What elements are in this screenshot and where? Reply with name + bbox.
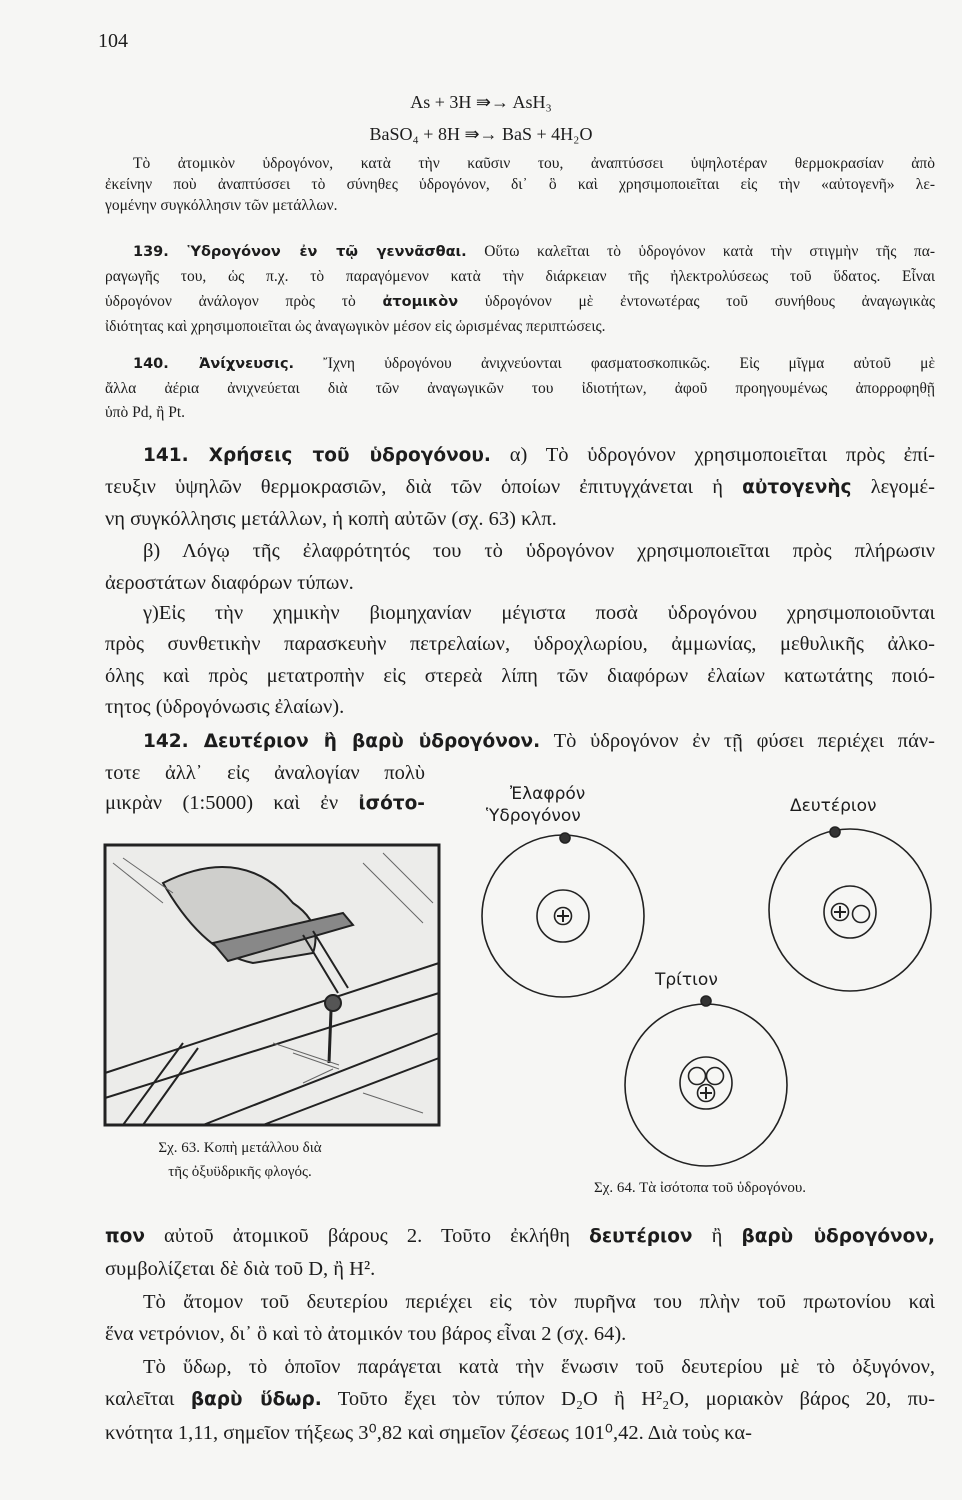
text-segment: ραγωγῆς του, ὡς π.χ. τὸ παραγόμενον κατὰ τὴν διάρκειαν τῆς ἠλεκτρολύσεως τοῦ ὕδατος. Εἶναι <box>105 268 935 285</box>
text-segment: ἰδιότητας καὶ χρησιμοποιεῖται ὡς ἀναγωγικὸν μέσον εἰς ὡρισμένας περιπτώσεις. <box>105 318 606 335</box>
text-segment: ἢ <box>692 1225 742 1247</box>
label-light-hydrogen-1: Ἐλαφρόν <box>510 784 586 804</box>
bold-text: ἀτομικὸν <box>382 294 459 310</box>
text-segment: ὑδρογόνον μὲ ἐντονωτέρας τοῦ συνήθους ἀναγωγικὰς <box>458 293 935 310</box>
electron <box>830 827 840 837</box>
text-segment: Τοῦτο ἔχει τὸν τύπον D₂O ἢ H²₂O, μοριακὸν βάρος 20, πυ- <box>321 1388 935 1410</box>
electron <box>560 833 570 843</box>
deuterium-atom <box>769 827 931 991</box>
text-segment: ἐκείνην ποὺ ἀναπτύσσει τὸ σύνηθες ὑδρογόνον, δι᾽ ὃ καὶ χρησιμοποιεῖται εἰς τὴν «αὐτογενῆ» λε- <box>105 176 935 193</box>
label-deuterium: Δευτέριον <box>790 796 877 816</box>
text-segment: Τὸ ὕδωρ, τὸ ὁποῖον παράγεται κατὰ τὴν ἕνωσιν τοῦ δευτερίου μὲ τὸ ὀξυγόνον, <box>143 1356 935 1378</box>
text-segment: πρὸς συνθετικὴν παρασκευὴν πετρελαίων, ὑδροχλωρίου, ἀμμωνίας, μεθυλικῆς ἀλκο- <box>105 633 935 655</box>
text-segment: ἕνα νετρόνιον, δι᾽ ὃ καὶ τὸ ἀτομικόν του βάρος εἶναι 2 (σχ. 64). <box>105 1323 627 1345</box>
bold-text: 142. Δευτέριον ἢ βαρὺ ὑδρογόνον. <box>143 731 541 752</box>
text-segment: τευξιν ὑψηλῶν θερμοκρασιῶν, διὰ τῶν ὁποίων ἐπιτυγχάνεται ἡ <box>105 476 743 498</box>
figure-64-caption: Σχ. 64. Τὰ ἰσότοπα τοῦ ὑδρογόνου. <box>594 1180 806 1196</box>
text-segment: καλεῖται <box>105 1388 191 1410</box>
bold-text: βαρὺ ὕδωρ. <box>190 1389 322 1410</box>
bold-text: πον <box>105 1226 145 1247</box>
text-segment: ἀεροστάτων διαφόρων τύπων. <box>105 572 354 594</box>
text-segment: τοτε ἀλλ᾽ εἰς ἀναλογίαν πολὺ <box>105 762 425 784</box>
label-tritium: Τρίτιον <box>655 970 718 990</box>
text-segment: συμβολίζεται δὲ διὰ τοῦ D, ἢ H². <box>105 1258 376 1280</box>
text-segment: ὑπὸ Pd, ἢ Pt. <box>105 404 186 421</box>
bold-text: 141. Χρήσεις τοῦ ὑδρογόνου. <box>143 445 491 466</box>
bold-text: 139. Ὑδρογόνον ἐν τῷ γεννᾶσθαι. <box>133 244 467 260</box>
text-segment: γομένην συγκόλλησιν τῶν μετάλλων. <box>105 197 338 214</box>
text-segment: ἄλλα ἀέρια ἀνιχνεύεται διὰ τῶν ἀναγωγικῶν του ἰδιοτήτων, ἀφοῦ προηγουμένως ἀπορροφηθῇ <box>105 380 935 397</box>
bold-text: δευτέριον <box>589 1226 693 1247</box>
text-segment: αὐτοῦ ἀτομικοῦ βάρους 2. Τοῦτο ἐκλήθη <box>144 1225 590 1247</box>
figure-63-caption-line-2: τῆς ὀξυϋδρικῆς φλογός. <box>168 1164 312 1180</box>
text-segment: Τὸ ὑδρογόνον ἐν τῇ φύσει περιέχει πάν- <box>540 730 935 752</box>
text-segment: λεγομέ- <box>851 476 935 498</box>
tritium-atom <box>625 996 787 1166</box>
equation-arsine: As + 3H ⇛→ AsH₃ <box>410 92 552 112</box>
text-segment: ὑδρογόνον ἀνάλογον πρὸς τὸ <box>105 293 383 310</box>
text-segment: όλης καὶ πρὸς μετατροπὴν εἰς στερεὰ λίπη τῶν διαφόρων ἐλαίων κατωτάτης ποιό- <box>105 665 935 687</box>
equation-barium-sulfate: BaSO₄ + 8H ⇛→ BaS + 4H₂O <box>369 124 593 144</box>
text-segment: τητος (ὑδρογόνωσις ἐλαίων). <box>105 696 345 718</box>
text-segment: Τὸ ἀτομικὸν ὑδρογόνον, κατὰ τὴν καῦσιν του, ἀναπτύσσει ὑψηλοτέραν θερμοκρασίαν ἀπὸ <box>133 155 935 172</box>
text-segment: μικρὰν (1:5000) καὶ ἐν <box>105 792 359 814</box>
label-light-hydrogen-2: Ὑδρογόνον <box>486 806 581 826</box>
text-segment: α) Τὸ ὑδρογόνον χρησιμοποιεῖται πρὸς ἐπί- <box>490 444 935 466</box>
bold-text: αὐτογενὴς <box>742 477 852 498</box>
figure-63-caption-line-1: Σχ. 63. Κοπὴ μετάλλου διὰ <box>158 1140 322 1156</box>
bold-text: 140. Ἀνίχνευσις. <box>133 356 295 372</box>
electron <box>701 996 711 1006</box>
text-segment: γ)Εἰς τὴν χημικὴν βιομηχανίαν μέγιστα ποσὰ ὑδρογόνου χρησιμοποιοῦνται <box>143 602 935 624</box>
bold-text: βαρὺ ὑδρογόνον, <box>741 1226 935 1247</box>
page-number: 104 <box>98 30 128 52</box>
text-segment: Τὸ ἄτομον τοῦ δευτερίου περιέχει εἰς τὸν πυρῆνα του πλὴν τοῦ πρωτονίου καὶ <box>143 1291 935 1313</box>
protium-atom <box>482 833 644 997</box>
text-segment: Ἴχνη ὑδρογόνου ἀνιχνεύονται φασματοσκοπικῶς. Εἰς μῖγμα αὐτοῦ μὲ <box>294 355 935 372</box>
text-segment: κνότητα 1,11, σημεῖον τήξεως 3⁰,82 καὶ σημεῖον ζέσεως 101⁰,42. Διὰ τοὺς κα- <box>105 1422 752 1444</box>
text-segment: Οὕτω καλεῖται τὸ ὑδρογόνον κατὰ τὴν στιγμὴν τῆς πα- <box>466 243 936 260</box>
text-segment: νη συγκόλλησις μετάλλων, ἡ κοπὴ αὐτῶν (σχ. 63) κλπ. <box>105 508 557 530</box>
text-segment: β) Λόγῳ τῆς ἐλαφρότητός του τὸ ὑδρογόνον χρησιμοποιεῖται πρὸς πλήρωσιν <box>143 540 935 562</box>
bold-text: ἰσότο- <box>358 793 425 814</box>
